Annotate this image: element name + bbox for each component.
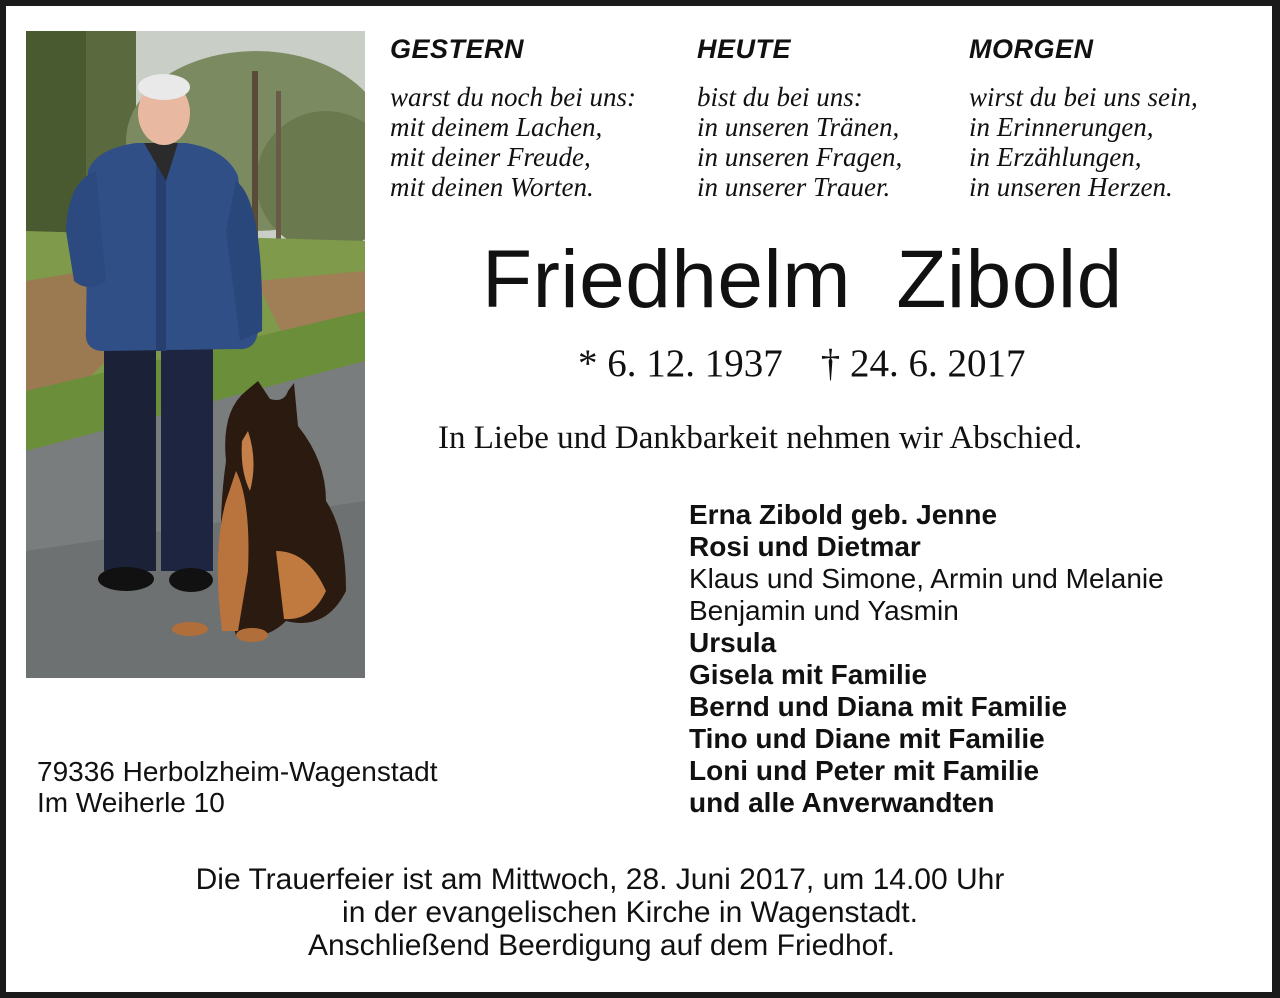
poem-column-morgen bbox=[969, 34, 1198, 202]
photo-man-with-dog bbox=[26, 31, 365, 678]
portrait-photo bbox=[26, 31, 365, 678]
service-line: Anschließend Beerdigung auf dem Friedhof. bbox=[307, 929, 896, 962]
mourner-entry: Ursula bbox=[689, 627, 777, 658]
life-dates bbox=[578, 341, 1026, 387]
poem-heading: MORGEN bbox=[969, 34, 1094, 64]
deceased-name: Friedhelm Zibold bbox=[482, 234, 1123, 325]
poem-column-gestern bbox=[390, 34, 636, 202]
poem-heading: GESTERN bbox=[390, 34, 525, 64]
poem-line: in unseren Fragen, bbox=[697, 142, 903, 172]
poem-line: bist du bei uns: bbox=[697, 82, 863, 112]
poem-line: mit deinen Worten. bbox=[390, 172, 594, 202]
mourner-entry: Rosi und Dietmar bbox=[689, 531, 921, 562]
poem-line: mit deiner Freude, bbox=[390, 142, 591, 172]
death-date: † 24. 6. 2017 bbox=[820, 342, 1026, 385]
poem-line: in unserer Trauer. bbox=[697, 172, 891, 202]
birth-date: * 6. 12. 1937 bbox=[578, 342, 783, 385]
poem-line: in Erinnerungen, bbox=[969, 112, 1154, 142]
poem-heading: HEUTE bbox=[697, 34, 792, 64]
address-street: Im Weiherle 10 bbox=[37, 787, 225, 818]
poem-line: mit deinem Lachen, bbox=[390, 112, 603, 142]
funeral-service-info bbox=[0, 863, 1280, 962]
mourner-entry: Loni und Peter mit Familie bbox=[689, 755, 1040, 786]
poem-line: in unseren Tränen, bbox=[697, 112, 900, 142]
mourner-entry: und alle Anverwandten bbox=[689, 787, 995, 818]
service-line: Die Trauerfeier ist am Mittwoch, 28. Juni 2017, um 14.00 Uhr bbox=[195, 863, 1005, 896]
poem-line: wirst du bei uns sein, bbox=[969, 82, 1198, 112]
mourner-entry: Gisela mit Familie bbox=[689, 659, 928, 690]
mourner-entry: Tino und Diane mit Familie bbox=[689, 723, 1045, 754]
poem-line: in unseren Herzen. bbox=[969, 172, 1173, 202]
mourner-entry: Klaus und Simone, Armin und Melanie bbox=[689, 563, 1164, 594]
farewell-text: In Liebe und Dankbarkeit nehmen wir Abschied. bbox=[438, 420, 1083, 456]
mourner-entry: Benjamin und Yasmin bbox=[689, 595, 959, 626]
mourner-entry: Bernd und Diana mit Familie bbox=[689, 691, 1068, 722]
mourner-entry: Erna Zibold geb. Jenne bbox=[689, 499, 998, 530]
address-city: 79336 Herbolzheim-Wagenstadt bbox=[37, 756, 438, 787]
mourners-list bbox=[689, 499, 1164, 819]
poem-line: in Erzählungen, bbox=[969, 142, 1142, 172]
service-line: in der evangelischen Kirche in Wagenstadt. bbox=[342, 896, 918, 929]
poem-column-heute bbox=[697, 34, 902, 202]
address-block bbox=[37, 756, 438, 818]
poem-line: warst du noch bei uns: bbox=[390, 82, 636, 112]
